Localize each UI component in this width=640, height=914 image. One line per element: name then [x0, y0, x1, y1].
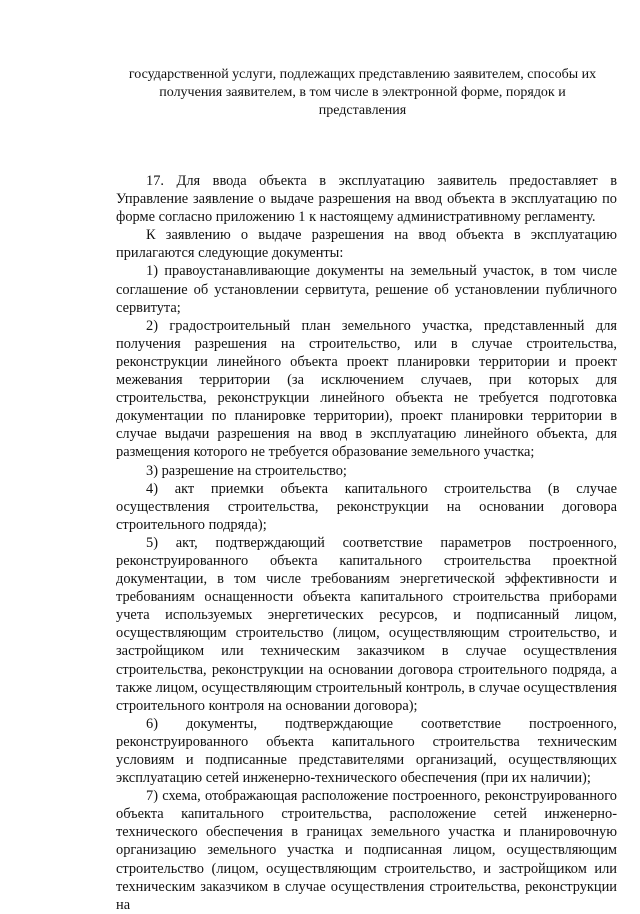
list-item-3: 3) разрешение на строительство;	[146, 462, 347, 479]
paragraph-17: 17. Для ввода объекта в эксплуатацию заявитель предоставляет в Управление заявление о выдаче разрешения на ввод объекта в эксплуатацию по форме согласно приложению 1 к настоящему административному регламенту.	[116, 173, 617, 226]
heading-line: представления	[318, 103, 407, 118]
heading-line: получения заявителем, в том числе в электронной форме, порядок и	[159, 85, 566, 100]
list-item-5: 5) акт, подтверждающий соответствие параметров построенного, реконструированного объекта капитального строительства проектной документации, в том числе требованиям энергетической эффективности и требованиям оснащенности объекта капитального строительства приборами учета используемых энергетических ресурсов, и подписанный лицом, осуществляющим строительство (лицом, осуществляющим строительство, и застройщиком или техническим заказчиком в случае осуществления строительства, реконструкции на основании договора строительного подряда, а также лицом, осуществляющим строительный контроль, в случае осуществления строительного контроля на основании договора);	[116, 534, 617, 714]
list-item-1: 1) правоустанавливающие документы на земельный участок, в том числе соглашение об установлении сервитута, решение об установлении публичного сервитута;	[116, 263, 617, 316]
list-item-6: 6) документы, подтверждающие соответствие построенного, реконструированного объекта капитального строительства техническим условиям и подписанные представителями организаций, осуществляющих эксплуатацию сетей инженерно-технического обеспечения (при их наличии);	[116, 715, 617, 787]
list-item-2: 2) градостроительный план земельного участка, представленный для получения разрешения на строительство, или в случае строительства, реконструкции линейного объекта проект планировки территории и проект межевания территории (за исключением случаев, при которых для строительства, реконструкции линейного объекта не требуется подготовка документации по планировке территории), проект планировки территории в случае выдачи разрешения на ввод в эксплуатацию линейного объекта, для размещения которого не требуется образование земельного участка;	[116, 317, 617, 461]
heading-line: государственной услуги, подлежащих представлению заявителем, способы их	[128, 67, 597, 82]
list-item-4: 4) акт приемки объекта капитального строительства (в случае осуществления строительства, реконструкции на основании договора строительного подряда);	[116, 480, 617, 533]
paragraph-attachments-intro: К заявлению о выдаче разрешения на ввод объекта в эксплуатацию прилагаются следующие документы:	[116, 227, 617, 262]
list-item-7: 7) схема, отображающая расположение построенного, реконструированного объекта капитального строительства, расположение сетей инженерно-технического обеспечения в границах земельного участка и планировочную организацию земельного участка и подписанная лицом, осуществляющим строительство (лицом, осуществляющим строительство, и застройщиком или техническим заказчиком в случае осуществления строительства, реконструкции на	[116, 788, 617, 913]
document-body	[116, 172, 617, 914]
section-heading	[108, 66, 617, 120]
